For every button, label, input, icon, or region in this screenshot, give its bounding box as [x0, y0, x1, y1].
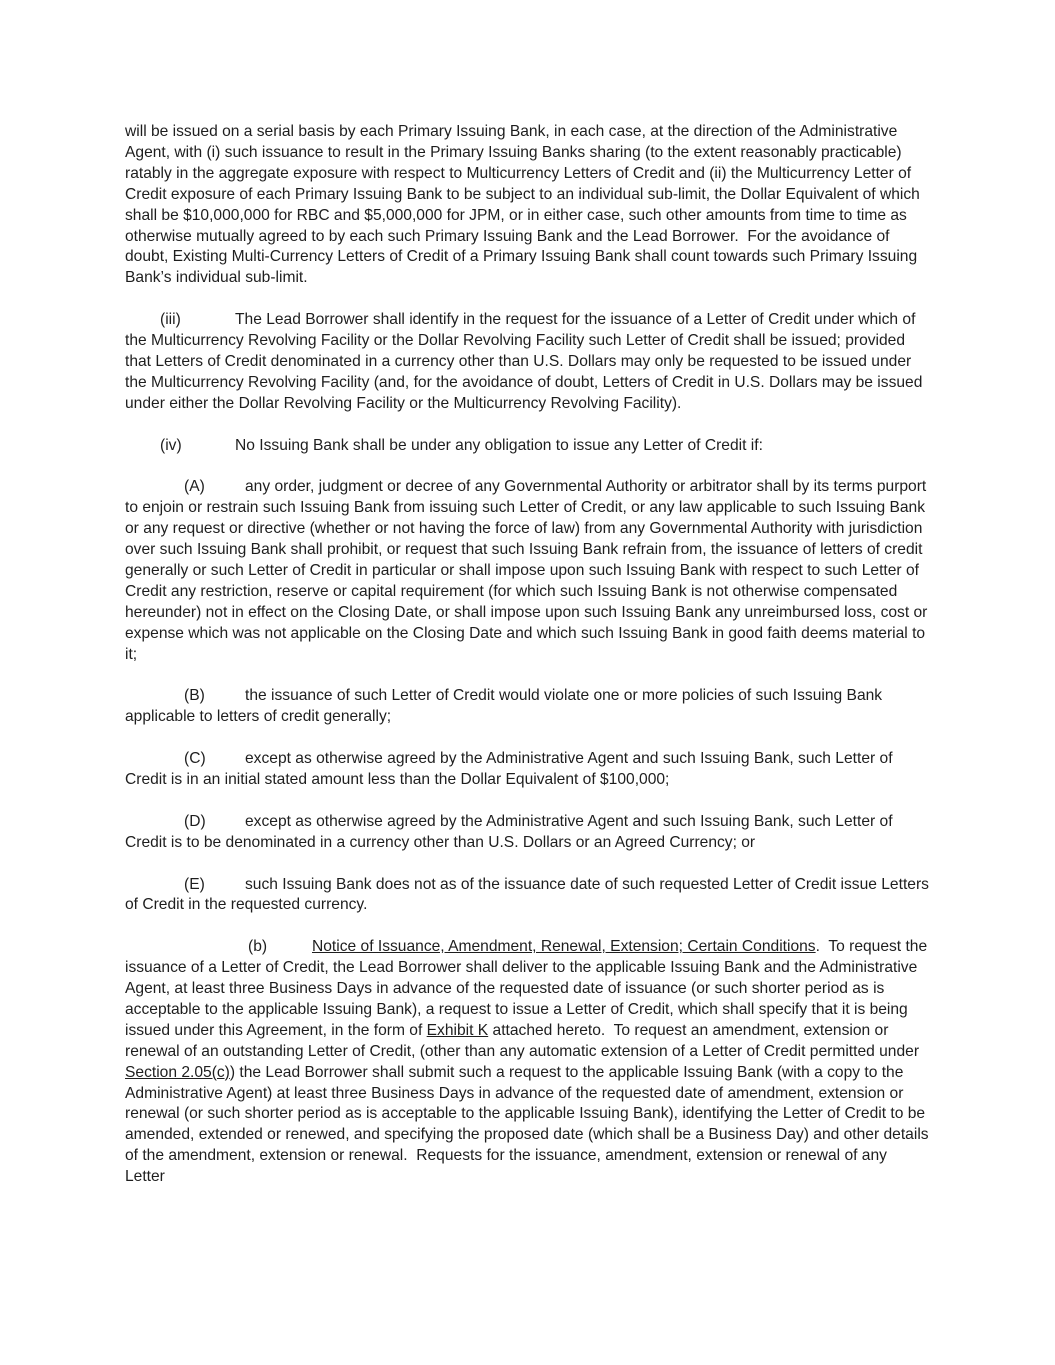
- subclause-marker-a: (A): [184, 478, 205, 496]
- exhibit-k-reference: Exhibit K: [426, 1021, 489, 1039]
- paragraph-continuation: will be issued on a serial basis by each Primary Issuing Bank, in each case, at the direction of the Administrative Agent, with (i) such issuance to result in the Primary Issuing Banks sharing (to the extent reasonably practicable) ratably in the aggregate exposure with respect to Multicurrency Letters of Credit and (ii) the Multicurrency Letter of Credit exposure of each Primary Issuing Bank to be subject to an individual sub-limit, the Dollar Equivalent of which shall be $10,000,000 for RBC and $5,000,000 for JPM, or in either case, such other amounts from time to time as otherwise mutually agreed to by each such Primary Issuing Bank and the Lead Borrower. For the avoidance of doubt, Existing Multi-Currency Letters of Credit of a Primary Issuing Bank shall count towards such Primary Issuing Bank’s individual sub-limit.: [125, 123, 925, 287]
- paragraph-b-text-1: . To request the issuance of a Letter of Credit, the Lead Borrower shall deliver to the applicable Issuing Bank and the Administrative Agent, at least three Business Days in advance of the requested date of issuance (or such shorter period as is acceptable to the applicable Issuing Bank), a request to issue a Letter of Credit, which shall specify that it is being issued under this Agreement, in the form of: [125, 938, 932, 1039]
- paragraph-b-heading: Notice of Issuance, Amendment, Renewal, Extension; Certain Conditions: [312, 938, 816, 956]
- subclause-marker-b: (B): [184, 687, 205, 705]
- subclause-d-text: except as otherwise agreed by the Administrative Agent and such Issuing Bank, such Letter of Credit is to be denominated in a currency other than U.S. Dollars or an Agreed Currency; or: [125, 812, 897, 851]
- clause-iv-text: No Issuing Bank shall be under any obligation to issue any Letter of Credit if:: [235, 436, 763, 454]
- paragraph-b: [125, 937, 933, 1188]
- subclause-b: [125, 686, 930, 728]
- paragraph-b-text-3: ) the Lead Borrower shall submit such a request to the applicable Issuing Bank (with a copy to the Administrative Agent) at least three Business Days in advance of the requested date of amendment, extension or renewal (or such shorter period as is acceptable to the applicable Issuing Bank), identifying the Letter of Credit to be amended, extended or renewed, and specifying the proposed date (which shall be a Business Day) and other details of the amendment, extension or renewal. Requests for the issuance, amendment, extension or renewal of any Letter: [125, 1063, 933, 1186]
- subclause-e-text: such Issuing Bank does not as of the issuance date of such requested Letter of Credit issue Letters of Credit in the requested currency.: [125, 875, 934, 914]
- subclause-c-text: except as otherwise agreed by the Administrative Agent and such Issuing Bank, such Letter of Credit is in an initial stated amount less than the Dollar Equivalent of $100,000;: [125, 750, 897, 789]
- clause-iii-text: The Lead Borrower shall identify in the request for the issuance of a Letter of Credit under which of the Multicurrency Revolving Facility or the Dollar Revolving Facility such Letter of Credit shall be issued; provided that Letters of Credit denominated in a currency other than U.S. Dollars may only be requested to be issued under the Multicurrency Revolving Facility (and, for the avoidance of doubt, Letters of Credit in U.S. Dollars may be issued under either the Dollar Revolving Facility or the Multicurrency Revolving Facility).: [125, 311, 927, 412]
- subclause-marker-c: (C): [184, 750, 206, 768]
- paragraph-b-text-2: attached hereto. To request an amendment, extension or renewal of an outstanding Letter of Credit, (other than any automatic extension of a Letter of Credit permitted under: [125, 1021, 924, 1060]
- subclause-marker-e: (E): [184, 875, 205, 893]
- clause-iii: [125, 310, 930, 415]
- clause-iv: [125, 436, 930, 457]
- subclause-a: [125, 477, 930, 665]
- subclause-b-text: the issuance of such Letter of Credit would violate one or more policies of such Issuing Bank applicable to letters of credit generally;: [125, 687, 887, 726]
- clause-marker-iv: (iv): [160, 436, 182, 454]
- section-2-05c-reference: Section 2.05(c): [125, 1063, 230, 1081]
- subclause-e: [125, 875, 934, 917]
- clause-marker-iii: (iii): [160, 311, 181, 329]
- subclause-d: [125, 812, 930, 854]
- paragraph-b-marker: (b): [248, 938, 268, 956]
- subclause-marker-d: (D): [184, 812, 206, 830]
- subclause-c: [125, 749, 930, 791]
- subclause-a-text: any order, judgment or decree of any Governmental Authority or arbitrator shall by its terms purport to enjoin or restrain such Issuing Bank from issuing such Letter of Credit, or any law applicable to such Issuing Bank or any request or directive (whether or not having the force of law) from any Governmental Authority with jurisdiction over such Issuing Bank shall prohibit, or request that such Issuing Bank refrain from, the issuance of letters of credit generally or such Letter of Credit in particular or shall impose upon such Issuing Bank with respect to such Letter of Credit any restriction, reserve or capital requirement (for which such Issuing Bank is not otherwise compensated hereunder) not in effect on the Closing Date, or shall impose upon such Issuing Bank any unreimbursed loss, cost or expense which was not applicable on the Closing Date and which such Issuing Bank in good faith deems material to it;: [125, 478, 932, 663]
